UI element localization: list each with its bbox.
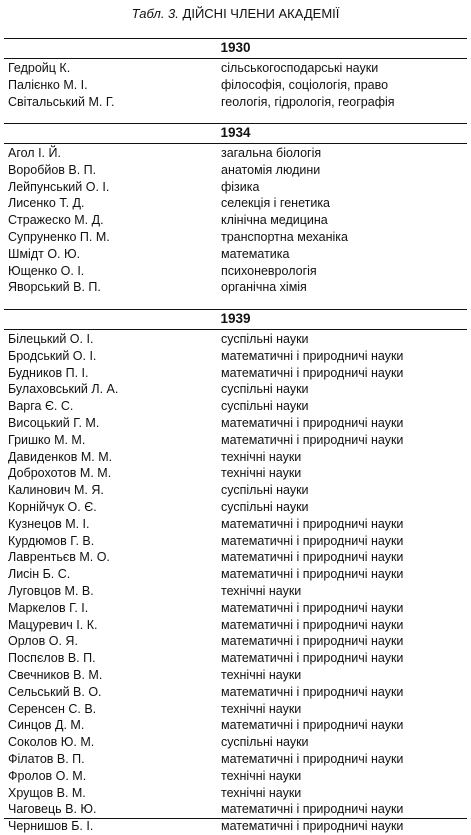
member-field: математичні і природничі науки xyxy=(221,550,404,565)
member-name: Воробйов В. П. xyxy=(8,162,97,177)
section-rule-1939-bottom xyxy=(4,329,467,330)
table-row xyxy=(0,195,471,212)
member-field: суспільні науки xyxy=(221,332,309,346)
table-row xyxy=(0,684,471,701)
member-name: Соколов Ю. М. xyxy=(8,735,95,750)
member-name: Філатов В. П. xyxy=(8,751,85,766)
table-row xyxy=(0,667,471,684)
member-name: Висоцький Г. М. xyxy=(8,415,100,430)
member-field: математичні і природничі науки xyxy=(221,348,404,363)
member-name: Давиденков М. М. xyxy=(8,449,113,464)
table-row xyxy=(0,94,471,111)
table-row xyxy=(0,60,471,77)
member-name: Лейпунський О. І. xyxy=(8,179,110,194)
member-name: Гедройц К. xyxy=(8,61,71,75)
member-field: математичні і природничі науки xyxy=(221,415,404,430)
member-field: математичні і природничі науки xyxy=(221,365,404,380)
member-field: математичні і природничі науки xyxy=(221,718,404,733)
member-field: технічні науки xyxy=(221,701,302,716)
section-year-1930: 1930 xyxy=(220,40,251,55)
table-row xyxy=(0,533,471,550)
member-field: селекція і генетика xyxy=(221,196,331,211)
member-name: Лаврентьєв М. О. xyxy=(8,550,110,565)
section-rows-1930 xyxy=(0,60,471,110)
table-row xyxy=(0,617,471,634)
section-rule-1939 xyxy=(4,309,467,310)
table-row xyxy=(0,145,471,162)
table-row xyxy=(0,179,471,196)
table-caption xyxy=(0,6,471,21)
section-rule-1934 xyxy=(4,123,467,124)
table-row xyxy=(0,516,471,533)
member-field: математичні і природничі науки xyxy=(221,819,404,834)
member-name: Свечников В. М. xyxy=(8,667,103,682)
member-name: Варга Є. С. xyxy=(8,399,74,414)
section-rule-1930 xyxy=(4,38,467,39)
member-field: транспортна механіка xyxy=(221,229,348,244)
member-name: Світальський М. Г. xyxy=(8,94,115,109)
member-field: технічні науки xyxy=(221,466,302,481)
table-row xyxy=(0,801,471,818)
member-name: Лисенко Т. Д. xyxy=(8,196,85,211)
table-row xyxy=(0,717,471,734)
member-field: суспільні науки xyxy=(221,499,309,514)
table-row xyxy=(0,818,471,835)
member-field: технічні науки xyxy=(221,449,302,464)
table-caption-title: ДІЙСНІ ЧЛЕНИ АКАДЕМІЇ xyxy=(182,6,340,21)
member-field: психоневрологія xyxy=(221,263,317,278)
table-row xyxy=(0,381,471,398)
table-row xyxy=(0,263,471,280)
member-field: суспільні науки xyxy=(221,735,309,750)
section-year-1939: 1939 xyxy=(220,311,251,326)
table-row xyxy=(0,77,471,94)
member-field: геологія, гідрологія, географія xyxy=(221,94,395,109)
member-field: філософія, соціологія, право xyxy=(221,77,389,92)
table-row xyxy=(0,566,471,583)
member-field: математичні і природничі науки xyxy=(221,802,404,817)
member-name: Маркелов Г. І. xyxy=(8,600,89,615)
member-name: Серенсен С. В. xyxy=(8,701,97,716)
member-name: Чаговець В. Ю. xyxy=(8,802,97,817)
table-bottom-rule xyxy=(4,818,467,819)
member-name: Агол І. Й. xyxy=(8,146,61,160)
table-row xyxy=(0,348,471,365)
member-field: загальна біологія xyxy=(221,146,322,160)
table-row xyxy=(0,583,471,600)
member-name: Білецький О. І. xyxy=(8,332,94,346)
member-field: математичні і природничі науки xyxy=(221,634,404,649)
member-field: суспільні науки xyxy=(221,382,309,397)
member-name: Лисін Б. С. xyxy=(8,567,71,582)
member-name: Стражеско М. Д. xyxy=(8,213,104,228)
member-field: технічні науки xyxy=(221,583,302,598)
member-field: математичні і природничі науки xyxy=(221,516,404,531)
table-row xyxy=(0,398,471,415)
member-name: Калинович М. Я. xyxy=(8,483,104,498)
member-name: Корнійчук О. Є. xyxy=(8,499,97,514)
section-rule-1930-bottom xyxy=(4,58,467,59)
table-row xyxy=(0,279,471,296)
section-rule-1934-bottom xyxy=(4,143,467,144)
member-name: Бродський О. І. xyxy=(8,348,97,363)
table-row xyxy=(0,751,471,768)
member-name: Сельський В. О. xyxy=(8,684,102,699)
member-name: Луговцов М. В. xyxy=(8,583,94,598)
section-rows-1934 xyxy=(0,145,471,296)
member-field: математичні і природничі науки xyxy=(221,751,404,766)
table-row xyxy=(0,549,471,566)
table-row xyxy=(0,415,471,432)
member-name: Гришко М. М. xyxy=(8,432,86,447)
table-row xyxy=(0,331,471,348)
member-field: анатомія людини xyxy=(221,162,321,177)
member-field: математичні і природничі науки xyxy=(221,533,404,548)
table-row xyxy=(0,785,471,802)
member-name: Доброхотов М. М. xyxy=(8,466,112,481)
table-row xyxy=(0,432,471,449)
member-field: технічні науки xyxy=(221,768,302,783)
table-row xyxy=(0,465,471,482)
member-field: математичні і природничі науки xyxy=(221,617,404,632)
table-row xyxy=(0,600,471,617)
table-row xyxy=(0,246,471,263)
section-rows-1939 xyxy=(0,331,471,835)
member-name: Чернишов Б. І. xyxy=(8,819,94,834)
table-row xyxy=(0,734,471,751)
member-field: математичні і природничі науки xyxy=(221,600,404,615)
member-field: фізика xyxy=(221,179,260,194)
member-field: суспільні науки xyxy=(221,399,309,414)
member-name: Орлов О. Я. xyxy=(8,634,78,649)
table-row xyxy=(0,768,471,785)
member-name: Фролов О. М. xyxy=(8,768,87,783)
table-row xyxy=(0,650,471,667)
member-field: математичні і природничі науки xyxy=(221,651,404,666)
member-name: Мацуревич І. К. xyxy=(8,617,98,632)
member-name: Супруненко П. М. xyxy=(8,229,110,244)
member-field: математичні і природничі науки xyxy=(221,684,404,699)
member-field: суспільні науки xyxy=(221,483,309,498)
member-name: Хрущов В. М. xyxy=(8,785,86,800)
table-row xyxy=(0,482,471,499)
section-year-1934: 1934 xyxy=(220,125,251,140)
table-row xyxy=(0,212,471,229)
table-row xyxy=(0,633,471,650)
member-field: сільськогосподарські науки xyxy=(221,61,379,75)
table-row xyxy=(0,365,471,382)
member-field: математичні і природничі науки xyxy=(221,432,404,447)
member-name: Яворський В. П. xyxy=(8,280,101,295)
member-field: технічні науки xyxy=(221,785,302,800)
table-row xyxy=(0,499,471,516)
table-row xyxy=(0,162,471,179)
member-field: технічні науки xyxy=(221,667,302,682)
member-name: Шмідт О. Ю. xyxy=(8,246,81,261)
member-field: математика xyxy=(221,246,290,261)
member-name: Курдюмов Г. В. xyxy=(8,533,95,548)
table-row xyxy=(0,701,471,718)
member-field: органічна хімія xyxy=(221,280,307,295)
member-name: Кузнецов М. І. xyxy=(8,516,90,531)
table-row xyxy=(0,449,471,466)
member-name: Будников П. І. xyxy=(8,365,89,380)
member-field: математичні і природничі науки xyxy=(221,567,404,582)
member-name: Булаховський Л. А. xyxy=(8,382,119,397)
member-name: Палієнко М. І. xyxy=(8,77,88,92)
member-name: Поспєлов В. П. xyxy=(8,651,96,666)
table-caption-prefix: Табл. 3. xyxy=(131,6,179,21)
member-name: Ющенко О. І. xyxy=(8,263,85,278)
member-name: Синцов Д. М. xyxy=(8,718,85,733)
table-row xyxy=(0,229,471,246)
member-field: клінічна медицина xyxy=(221,213,328,228)
